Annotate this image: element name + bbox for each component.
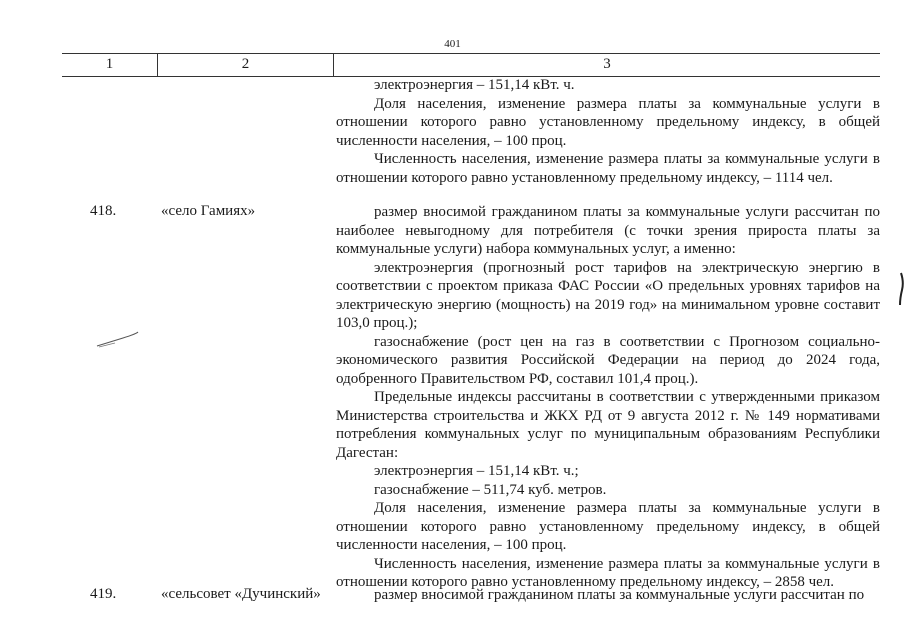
paragraph: электроэнергия – 151,14 кВт. ч.; — [374, 463, 579, 479]
row-number-419: 419. — [90, 586, 117, 602]
paragraph: размер вносимой гражданином платы за коммунальные услуги рассчитан по наиболее невыгодному для потребителя (с точки зрения прироста платы за коммунальные услуги) набора коммунальных услуг, а именно: — [336, 204, 880, 257]
continuation-block — [336, 76, 880, 187]
column-header-2: 2 — [158, 54, 334, 76]
row-name-419: «сельсовет «Дучинский» — [161, 586, 321, 602]
page-number: 401 — [444, 38, 461, 50]
row-418-text — [336, 203, 880, 592]
paragraph: Предельные индексы рассчитаны в соответствии с утвержденными приказом Министерства строительства и ЖКХ РД от 9 августа 2012 г. № 149 нормативами потребления коммунальных услуг по муниципальным образованиям Республики Дагестан: — [336, 389, 880, 461]
column-header-row — [62, 53, 880, 77]
row-name-418: «село Гамиях» — [161, 203, 256, 219]
paragraph: газоснабжение – 511,74 куб. метров. — [374, 481, 607, 498]
row-419-text — [336, 586, 880, 605]
column-header-1: 1 — [62, 54, 158, 76]
paragraph: электроэнергия – 151,14 кВт. ч. — [374, 77, 575, 93]
paragraph: Доля населения, изменение размера платы за коммунальные услуги в отношении которого равно установленному предельному индексу, в общей численности населения, – 100 проц. — [336, 95, 880, 149]
pen-stroke-mark — [95, 328, 140, 350]
column-header-3: 3 — [603, 56, 611, 72]
paragraph: Доля населения, изменение размера платы за коммунальные услуги в отношении которого равно установленному предельному индексу, в общей численности населения, – 100 проц. — [336, 500, 880, 553]
paragraph: размер вносимой гражданином платы за коммунальные услуги рассчитан по — [374, 587, 865, 603]
row-number-418: 418. — [90, 203, 117, 219]
paragraph: газоснабжение (рост цен на газ в соответствии с Прогнозом социально-экономического развития Российской Федерации на период до 2024 года, одобренного Правительством РФ, составил 101,4 проц.). — [336, 333, 880, 387]
scan-edge-mark — [897, 272, 905, 306]
paragraph: Численность населения, изменение размера платы за коммунальные услуги в отношении которого равно установленному предельному индексу, – 1114 чел. — [336, 151, 880, 186]
paragraph: Численность населения, изменение размера платы за коммунальные услуги в отношении которого равно установленному предельному индексу, – 2858 чел. — [336, 555, 880, 590]
paragraph: электроэнергия (прогнозный рост тарифов на электрическую энергию в соответствии с проектом приказа ФАС России «О предельных уровнях тарифов на электрическую энергию (мощность) на 2019 год» на минимальном уровне составит 103,0 проц.); — [336, 259, 880, 331]
